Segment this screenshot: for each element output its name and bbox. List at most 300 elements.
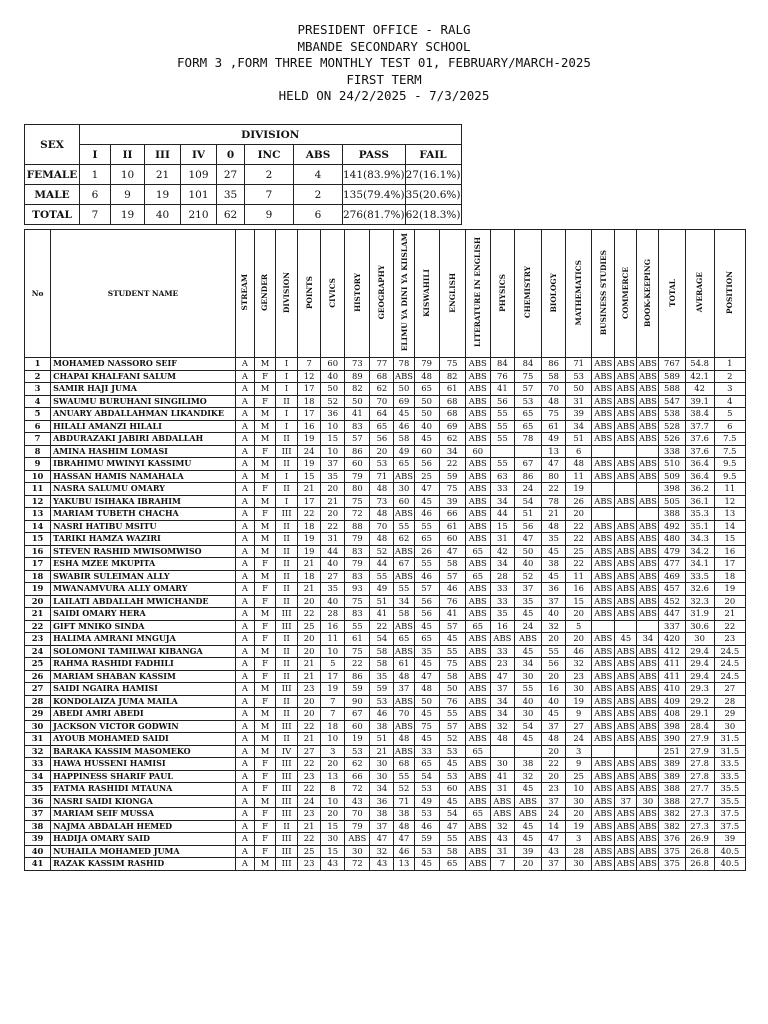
- table-cell: 23: [25, 633, 51, 646]
- table-cell: ABS: [395, 745, 413, 756]
- summary-cell: 19: [111, 205, 145, 225]
- table-cell: 40: [321, 595, 345, 608]
- table-cell: 21: [714, 608, 745, 621]
- table-cell: A: [235, 470, 254, 483]
- table-cell: 19: [298, 545, 321, 558]
- student-name-cell: CHAPAI KHALFANI SALUM: [51, 370, 236, 383]
- table-cell: 36: [542, 583, 566, 596]
- table-cell: II: [276, 533, 298, 546]
- table-cell: M: [254, 433, 275, 446]
- table-cell: 30: [490, 758, 514, 771]
- table-cell: ABS: [592, 495, 615, 508]
- table-cell: A: [235, 733, 254, 746]
- table-cell: 90: [345, 695, 370, 708]
- table-cell: 46: [394, 845, 414, 858]
- table-cell: F: [254, 558, 275, 571]
- table-cell: ABS: [592, 645, 615, 658]
- table-cell: 3: [566, 745, 592, 758]
- table-cell: 469: [659, 570, 685, 583]
- table-cell: A: [235, 758, 254, 771]
- table-cell: 10: [566, 783, 592, 796]
- table-cell: F: [254, 770, 275, 783]
- table-cell: 63: [490, 470, 514, 483]
- table-cell: ABS: [592, 595, 615, 608]
- table-cell: 16: [25, 545, 51, 558]
- table-cell: ABS: [592, 408, 615, 421]
- table-cell: ABS: [592, 545, 615, 558]
- table-cell: 6: [25, 420, 51, 433]
- table-cell: 68: [370, 370, 394, 383]
- student-name-cell: AYOUB MOHAMED SAIDI: [51, 733, 236, 746]
- table-row: [25, 470, 746, 483]
- table-cell: 45: [414, 620, 439, 633]
- table-cell: 26.8: [685, 845, 714, 858]
- table-row: [25, 408, 746, 421]
- table-cell: 65: [465, 545, 490, 558]
- table-cell: 55: [514, 683, 541, 696]
- student-name-cell: HADIJA OMARY SAID: [51, 833, 236, 846]
- student-name-cell: NAJMA ABDALAH HEMED: [51, 820, 236, 833]
- table-row: [25, 395, 746, 408]
- table-cell: 37.6: [685, 433, 714, 446]
- table-cell: 509: [659, 470, 685, 483]
- column-header-label: ELIMU YA DINI YA KIISLAM: [399, 233, 409, 352]
- table-cell: 57: [439, 570, 465, 583]
- table-cell: 27.9: [685, 745, 714, 758]
- summary-cell: 35: [217, 185, 245, 205]
- table-cell: II: [276, 733, 298, 746]
- table-cell: 411: [659, 670, 685, 683]
- table-cell: ABS: [465, 758, 490, 771]
- summary-cell: 19: [145, 185, 181, 205]
- table-cell: 35.5: [714, 795, 745, 808]
- table-cell: 40: [514, 558, 541, 571]
- table-cell: ABS: [637, 720, 659, 733]
- table-cell: 32: [542, 620, 566, 633]
- table-cell: 55: [394, 583, 414, 596]
- table-cell: 60: [394, 495, 414, 508]
- table-cell: 45: [439, 633, 465, 646]
- table-cell: 22: [298, 508, 321, 521]
- table-cell: 32: [490, 820, 514, 833]
- table-cell: ABS: [395, 370, 413, 381]
- table-cell: ABS: [592, 570, 615, 583]
- table-cell: ABS: [637, 495, 659, 508]
- column-header-label: KISWAHILI: [422, 268, 432, 317]
- table-cell: 47: [394, 833, 414, 846]
- table-cell: 50: [414, 408, 439, 421]
- column-header: [235, 230, 254, 358]
- table-cell: 39: [439, 495, 465, 508]
- table-cell: 75: [414, 720, 439, 733]
- table-cell: 65: [465, 745, 490, 758]
- table-cell: 35: [321, 470, 345, 483]
- table-cell: 56: [414, 595, 439, 608]
- table-cell: 51: [370, 733, 394, 746]
- table-cell: 29.4: [685, 658, 714, 671]
- table-cell: I: [276, 358, 298, 371]
- table-cell: 35: [542, 533, 566, 546]
- table-cell: 53: [439, 745, 465, 758]
- table-cell: 65: [414, 633, 439, 646]
- table-cell: 65: [414, 383, 439, 396]
- table-cell: 36: [370, 795, 394, 808]
- table-cell: 44: [370, 558, 394, 571]
- student-name-cell: AMINA HASHIM LOMASI: [51, 445, 236, 458]
- table-cell: ABS: [615, 470, 637, 483]
- table-cell: 22: [370, 620, 394, 633]
- table-cell: 40: [321, 558, 345, 571]
- column-header-label: BIOLOGY: [549, 272, 559, 313]
- table-cell: 65: [370, 420, 394, 433]
- column-header: [51, 230, 236, 358]
- table-cell: 14: [714, 520, 745, 533]
- table-cell: [514, 745, 541, 758]
- table-cell: I: [276, 470, 298, 483]
- table-cell: 28: [25, 695, 51, 708]
- table-cell: ABS: [592, 558, 615, 571]
- table-cell: 54: [414, 770, 439, 783]
- table-cell: A: [235, 370, 254, 383]
- table-cell: ABS: [514, 633, 541, 646]
- table-cell: A: [235, 533, 254, 546]
- table-cell: ABS: [637, 583, 659, 596]
- table-row: [25, 583, 746, 596]
- table-cell: 18: [298, 520, 321, 533]
- table-cell: 48: [542, 395, 566, 408]
- table-cell: 29.2: [685, 695, 714, 708]
- table-cell: 410: [659, 683, 685, 696]
- table-cell: 22: [439, 458, 465, 471]
- column-header-label: STREAM: [240, 274, 250, 311]
- student-name-cell: YAKUBU ISIHAKA IBRAHIM: [51, 495, 236, 508]
- table-cell: 20: [542, 745, 566, 758]
- table-cell: 75: [345, 595, 370, 608]
- table-cell: ABS: [637, 458, 659, 471]
- table-cell: 388: [659, 795, 685, 808]
- table-cell: ABS: [615, 495, 637, 508]
- table-cell: M: [254, 745, 275, 758]
- table-cell: [514, 445, 541, 458]
- table-cell: III: [276, 795, 298, 808]
- table-cell: ABS: [592, 808, 615, 821]
- table-cell: 55: [490, 420, 514, 433]
- student-name-cell: SAIDI NGAIRA HAMISI: [51, 683, 236, 696]
- table-cell: 588: [659, 383, 685, 396]
- table-cell: A: [235, 483, 254, 496]
- table-cell: 45: [414, 708, 439, 721]
- table-cell: III: [276, 683, 298, 696]
- table-cell: 22: [542, 758, 566, 771]
- column-header-label: DIVISION: [282, 271, 292, 314]
- table-cell: ABS: [465, 395, 490, 408]
- student-name-cell: SWABIR SULEIMAN ALLY: [51, 570, 236, 583]
- table-cell: ABS: [395, 695, 413, 706]
- table-cell: 26.8: [685, 858, 714, 871]
- table-cell: 14: [25, 520, 51, 533]
- table-cell: 30: [25, 720, 51, 733]
- table-cell: ABS: [514, 808, 541, 821]
- table-cell: 71: [394, 795, 414, 808]
- division-summary-table: [24, 124, 462, 225]
- table-row: [25, 458, 746, 471]
- table-cell: 53: [414, 845, 439, 858]
- student-name-cell: ANUARY ABDALLAHMAN LIKANDIKE: [51, 408, 236, 421]
- table-cell: ABS: [637, 645, 659, 658]
- table-cell: 40: [542, 695, 566, 708]
- table-cell: A: [235, 833, 254, 846]
- table-cell: ABS: [615, 683, 637, 696]
- table-row: [25, 833, 746, 846]
- table-cell: II: [276, 695, 298, 708]
- table-cell: 68: [439, 408, 465, 421]
- table-cell: 48: [490, 733, 514, 746]
- table-cell: 86: [542, 358, 566, 371]
- table-cell: 409: [659, 695, 685, 708]
- table-cell: A: [235, 520, 254, 533]
- table-cell: [615, 620, 637, 633]
- table-cell: 61: [394, 658, 414, 671]
- table-cell: II: [276, 633, 298, 646]
- table-cell: 62: [370, 383, 394, 396]
- table-cell: 15: [321, 433, 345, 446]
- table-cell: 547: [659, 395, 685, 408]
- table-cell: 56: [542, 658, 566, 671]
- table-cell: [637, 508, 659, 521]
- table-cell: 62: [439, 433, 465, 446]
- table-cell: 70: [542, 383, 566, 396]
- table-cell: 18: [298, 570, 321, 583]
- table-cell: 4: [714, 395, 745, 408]
- table-cell: ABS: [637, 783, 659, 796]
- table-cell: 21: [25, 608, 51, 621]
- table-cell: 29: [25, 708, 51, 721]
- table-cell: ABS: [615, 358, 637, 371]
- table-cell: ABS: [465, 533, 490, 546]
- table-cell: [637, 483, 659, 496]
- summary-cell: 6: [80, 185, 111, 205]
- table-cell: 16: [321, 620, 345, 633]
- table-cell: 19: [298, 458, 321, 471]
- table-cell: 56: [514, 520, 541, 533]
- table-cell: ABS: [592, 533, 615, 546]
- table-cell: 49: [414, 795, 439, 808]
- table-cell: 83: [345, 545, 370, 558]
- table-cell: 17: [25, 558, 51, 571]
- table-cell: ABS: [592, 820, 615, 833]
- table-cell: 41: [25, 858, 51, 871]
- student-results-table: [24, 229, 746, 871]
- table-cell: 64: [370, 408, 394, 421]
- column-header-label: HISTORY: [352, 273, 362, 312]
- table-row: [25, 633, 746, 646]
- table-cell: 37: [542, 858, 566, 871]
- table-cell: 22: [298, 833, 321, 846]
- table-cell: 42: [685, 383, 714, 396]
- table-cell: 34: [514, 658, 541, 671]
- table-cell: 65: [514, 420, 541, 433]
- table-cell: F: [254, 483, 275, 496]
- table-cell: ABS: [615, 533, 637, 546]
- table-cell: 47: [514, 533, 541, 546]
- table-cell: ABS: [637, 595, 659, 608]
- table-cell: II: [276, 820, 298, 833]
- table-cell: ABS: [465, 645, 490, 658]
- table-cell: F: [254, 820, 275, 833]
- summary-row-label: TOTAL: [25, 205, 80, 225]
- table-cell: [592, 745, 615, 758]
- table-cell: ABS: [615, 770, 637, 783]
- column-header: [659, 230, 685, 358]
- table-cell: 28: [714, 695, 745, 708]
- table-cell: ABS: [637, 383, 659, 396]
- table-cell: IV: [276, 745, 298, 758]
- table-cell: 42: [490, 545, 514, 558]
- table-cell: 25: [298, 620, 321, 633]
- column-header-label: CHEMISTRY: [523, 266, 533, 319]
- table-cell: ABS: [465, 783, 490, 796]
- table-cell: 34: [490, 708, 514, 721]
- table-cell: 37: [25, 808, 51, 821]
- table-cell: 4: [25, 395, 51, 408]
- table-cell: 30: [566, 858, 592, 871]
- table-cell: 79: [414, 358, 439, 371]
- column-header-label: POINTS: [304, 275, 314, 310]
- table-cell: 376: [659, 833, 685, 846]
- table-cell: 48: [542, 520, 566, 533]
- table-cell: M: [254, 408, 275, 421]
- table-cell: 65: [465, 570, 490, 583]
- table-cell: 37: [542, 720, 566, 733]
- summary-col-header: PASS: [343, 145, 406, 165]
- table-cell: ABS: [592, 758, 615, 771]
- table-cell: III: [276, 508, 298, 521]
- table-cell: 38: [394, 808, 414, 821]
- table-cell: F: [254, 670, 275, 683]
- table-cell: ABS: [615, 858, 637, 871]
- table-row: [25, 758, 746, 771]
- table-cell: 75: [439, 658, 465, 671]
- table-cell: ABS: [465, 408, 490, 421]
- table-cell: 35: [370, 670, 394, 683]
- table-cell: [637, 745, 659, 758]
- table-cell: 57: [514, 383, 541, 396]
- table-row: [25, 358, 746, 371]
- table-cell: ABS: [592, 583, 615, 596]
- table-cell: 41: [490, 383, 514, 396]
- table-cell: 39: [714, 833, 745, 846]
- table-cell: 27.3: [685, 820, 714, 833]
- table-cell: 82: [345, 383, 370, 396]
- column-header-label: LITERATURE IN ENGLISH: [473, 237, 483, 348]
- table-cell: ABS: [465, 508, 490, 521]
- table-cell: M: [254, 645, 275, 658]
- table-cell: ABS: [615, 658, 637, 671]
- table-cell: ABS: [592, 833, 615, 846]
- table-cell: ABS: [637, 358, 659, 371]
- table-cell: 40: [25, 845, 51, 858]
- table-cell: 20: [514, 858, 541, 871]
- table-cell: 21: [542, 508, 566, 521]
- column-header-label: BOOK-KEEPING: [643, 258, 653, 327]
- table-cell: 40: [414, 420, 439, 433]
- table-cell: A: [235, 383, 254, 396]
- table-cell: 35: [25, 783, 51, 796]
- table-cell: 48: [370, 508, 394, 521]
- table-cell: ABS: [395, 470, 413, 481]
- table-cell: 69: [439, 420, 465, 433]
- table-cell: M: [254, 420, 275, 433]
- table-cell: 30: [685, 633, 714, 646]
- table-cell: 19: [321, 683, 345, 696]
- table-cell: 45: [542, 708, 566, 721]
- column-header-label: CIVICS: [328, 277, 338, 308]
- table-cell: 39: [566, 408, 592, 421]
- table-cell: 38: [542, 558, 566, 571]
- table-cell: 20: [542, 670, 566, 683]
- table-cell: 53: [370, 458, 394, 471]
- table-cell: ABS: [615, 520, 637, 533]
- column-header: [465, 230, 490, 358]
- table-cell: ABS: [637, 770, 659, 783]
- table-cell: 19: [345, 733, 370, 746]
- table-row: [25, 545, 746, 558]
- table-row: [25, 720, 746, 733]
- table-cell: ABS: [637, 658, 659, 671]
- table-cell: ABS: [615, 545, 637, 558]
- table-row: [25, 770, 746, 783]
- table-cell: 65: [514, 408, 541, 421]
- table-cell: 526: [659, 433, 685, 446]
- table-cell: 58: [370, 658, 394, 671]
- table-cell: 45: [439, 758, 465, 771]
- table-cell: 83: [345, 608, 370, 621]
- table-cell: 35: [321, 583, 345, 596]
- table-cell: ABS: [592, 658, 615, 671]
- table-cell: ABS: [465, 833, 490, 846]
- table-row: [25, 733, 746, 746]
- table-cell: 19: [298, 533, 321, 546]
- table-cell: F: [254, 370, 275, 383]
- table-cell: 48: [394, 820, 414, 833]
- table-cell: 45: [414, 858, 439, 871]
- table-cell: 52: [439, 733, 465, 746]
- table-cell: 21: [298, 558, 321, 571]
- table-cell: 44: [321, 545, 345, 558]
- table-cell: 32: [25, 745, 51, 758]
- table-cell: 55: [542, 645, 566, 658]
- table-cell: 35: [490, 608, 514, 621]
- table-cell: ABS: [465, 845, 490, 858]
- column-header-label: GEOGRAPHY: [377, 265, 387, 320]
- table-cell: 375: [659, 845, 685, 858]
- table-cell: 6: [714, 420, 745, 433]
- table-cell: 58: [439, 558, 465, 571]
- table-cell: 45: [514, 645, 541, 658]
- table-cell: 30: [321, 833, 345, 846]
- summary-cell: 62: [217, 205, 245, 225]
- table-cell: 7: [490, 858, 514, 871]
- column-header: [414, 230, 439, 358]
- table-cell: I: [276, 495, 298, 508]
- table-cell: ABS: [637, 708, 659, 721]
- table-cell: 7.5: [714, 433, 745, 446]
- table-cell: 13: [714, 508, 745, 521]
- summary-cell: 7: [80, 205, 111, 225]
- table-cell: II: [276, 558, 298, 571]
- table-cell: 27: [298, 745, 321, 758]
- table-cell: M: [254, 358, 275, 371]
